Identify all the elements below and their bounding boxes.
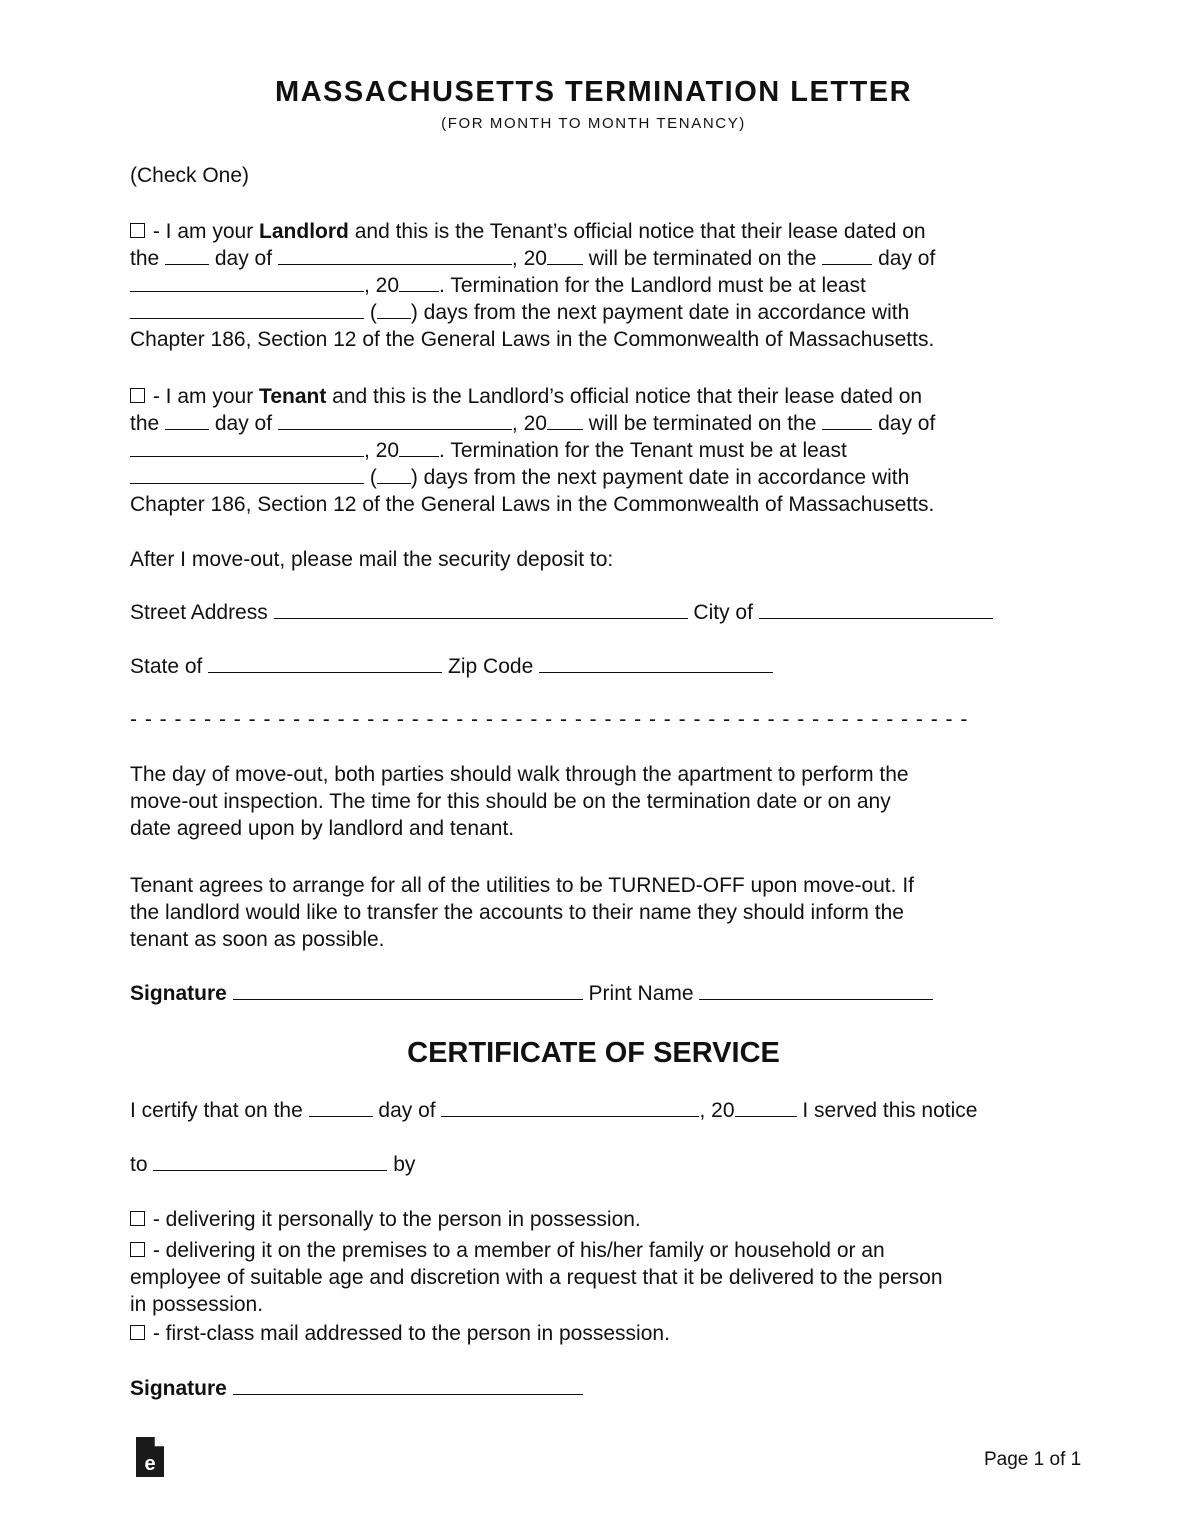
landlord-termination-month-field[interactable] <box>130 272 364 292</box>
landlord-lease-month-field[interactable] <box>278 245 512 265</box>
tenant-lease-month-field[interactable] <box>278 410 512 430</box>
landlord-checkbox[interactable] <box>130 223 145 238</box>
landlord-keyword: Landlord <box>259 220 349 243</box>
state-zip-row: State of Zip Code <box>130 653 773 680</box>
landlord-termination-year-field[interactable] <box>399 272 439 292</box>
landlord-termination-day-field[interactable] <box>822 245 872 265</box>
utilities-paragraph: Tenant agrees to arrange for all of the utilities to be TURNED-OFF upon move-out. If the landlord would like to transfer the accounts to their name they should inform the tenant as soon as possible. <box>130 874 914 951</box>
served-to-field[interactable] <box>153 1151 387 1171</box>
certificate-signature-row <box>130 1375 583 1402</box>
signature-label: Signature <box>130 982 227 1005</box>
signature-field[interactable] <box>233 980 583 1000</box>
street-address-row: Street Address City of <box>130 599 993 626</box>
tenant-keyword: Tenant <box>259 385 327 408</box>
service-option-premises: - delivering it on the premises to a member of his/her family or household or an employee of suitable age and discretion with a request that it be delivered to the person in possession. <box>130 1239 943 1316</box>
service-option-mail: - first-class mail addressed to the person in possession. <box>130 1320 670 1347</box>
tenant-lease-year-field[interactable] <box>547 410 583 430</box>
document-title: MASSACHUSETTS TERMINATION LETTER <box>274 76 913 108</box>
certify-row: I certify that on the day of , 20 I served this notice <box>130 1099 978 1122</box>
service-option-personal: - delivering it personally to the person in possession. <box>130 1206 641 1233</box>
landlord-lease-day-field[interactable] <box>165 245 209 265</box>
zip-code-field[interactable] <box>539 653 773 673</box>
cut-line-divider: - - - - - - - - - - - - - - - - - - - - - - - - - - - - - - - - - - - - - - - - - - - - - - - - - - - - - - - - - <box>130 708 969 731</box>
city-field[interactable] <box>759 599 993 619</box>
landlord-lease-year-field[interactable] <box>547 245 583 265</box>
mail-delivery-checkbox[interactable] <box>130 1325 145 1340</box>
certificate-title: CERTIFICATE OF SERVICE <box>407 1037 780 1069</box>
page-number: Page 1 of 1 <box>984 1449 1082 1470</box>
certify-day-field[interactable] <box>309 1097 373 1117</box>
state-field[interactable] <box>208 653 442 673</box>
inspection-paragraph: The day of move-out, both parties should walk through the apartment to perform the move-out inspection. The time for this should be on the termination date or on any date agreed upon by landlord and tenant. <box>130 763 909 840</box>
certificate-signature-label: Signature <box>130 1377 227 1400</box>
certify-month-field[interactable] <box>441 1097 699 1117</box>
certify-year-field[interactable] <box>735 1097 797 1117</box>
tenant-lease-day-field[interactable] <box>165 410 209 430</box>
document-e-logo-icon <box>136 1437 164 1482</box>
document-subtitle: (FOR MONTH TO MONTH TENANCY) <box>441 115 746 132</box>
tenant-termination-day-field[interactable] <box>822 410 872 430</box>
svg-text:e: e <box>144 1453 156 1475</box>
tenant-termination-year-field[interactable] <box>399 437 439 457</box>
tenant-notice-days-number-field[interactable] <box>377 464 411 484</box>
landlord-notice-days-number-field[interactable] <box>377 299 411 319</box>
check-one-label: (Check One) <box>130 164 250 187</box>
certificate-signature-field[interactable] <box>233 1375 583 1395</box>
personal-delivery-checkbox[interactable] <box>130 1211 145 1226</box>
served-to-row: to by <box>130 1153 416 1176</box>
tenant-termination-month-field[interactable] <box>130 437 364 457</box>
deposit-intro: After I move-out, please mail the security deposit to: <box>130 548 614 571</box>
street-address-field[interactable] <box>274 599 688 619</box>
landlord-notice-days-words-field[interactable] <box>130 299 364 319</box>
print-name-field[interactable] <box>699 980 933 1000</box>
tenant-option: - I am your Tenant and this is the Landlord’s official notice that their lease dated on the day of , 20 will be terminated on the day of , 20 . Termination for the Tenant must be at least ( ) days from the next payment date in accordance with Chapter 186, Section 12 of the General Laws in the Commonwealth of Massachusetts. <box>130 385 936 516</box>
tenant-notice-days-words-field[interactable] <box>130 464 364 484</box>
tenant-checkbox[interactable] <box>130 388 145 403</box>
signature-row: Signature Print Name <box>130 980 933 1007</box>
premises-delivery-checkbox[interactable] <box>130 1242 145 1257</box>
landlord-option: - I am your Landlord and this is the Tenant’s official notice that their lease dated on the day of , 20 will be terminated on the day of , 20 . Termination for the Landlord must be at least ( ) days from the next payment date in accordance with Chapter 186, Section 12 of the General Laws in the Commonwealth of Massachusetts. <box>130 220 936 351</box>
